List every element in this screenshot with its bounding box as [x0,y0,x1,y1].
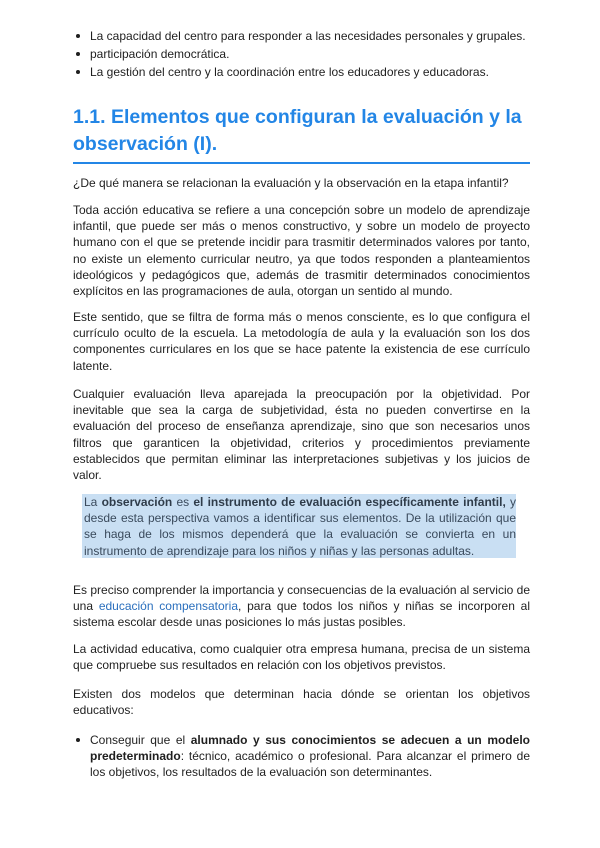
list-item-text: : técnico, académico o profesional. Para alcanzar el primero de los objetivos, los resultados de la evaluación son determinantes. [90,749,530,780]
paragraph-compensatory-education [73,582,530,631]
list-item [90,732,530,781]
list-item: La capacidad del centro para responder a las necesidades personales y grupales. [90,28,530,44]
highlight-text-part: La [84,495,102,509]
list-item-bold: alumnado y sus conocimientos se adecuen a un modelo predeterminado [90,733,530,764]
paragraph-educational-action: Toda acción educativa se refiere a una concepción sobre un modelo de aprendizaje infantil, que puede ser más o menos constructivo, y sobre un modelo de proyecto humano con el que se pretende incidir para trasmitir determinados valores por tanto, no existe un elemento curricular neutro, ya que todos responden a planteamientos ideológicos y pedagógicos que, además de trasmitir determinados conocimientos explícitos en las programaciones de aula, otorgan un sentido al mundo. [73,203,530,299]
paragraph-objectivity: Cualquier evaluación lleva aparejada la preocupación por la objetividad. Por inevitable que sea la carga de subjetividad, ésta no pueden convertirse en la evaluación del proceso de enseñanza aprendizaje, sino que son necesarios unos filtros que garanticen la objetividad, criterios y procedimientos previamente establecidos que permitan eliminar las interpretaciones subjetivas y los juicios de valor. [73,387,530,483]
list-item-text: Conseguir que el [90,733,191,747]
question-paragraph: ¿De qué manera se relacionan la evaluación y la observación en la etapa infantil? [73,176,509,190]
heading-underline [73,162,530,164]
models-bullet-list [90,732,530,781]
highlight-text-part: es [172,495,194,509]
intro-bullet-list [90,28,530,83]
compensatory-education-link[interactable]: educación compensatoria [98,599,239,614]
paragraph-educational-activity: La actividad educativa, como cualquier otra empresa humana, precisa de un sistema que compruebe sus resultados en relación con los objetivos previstos. [73,642,530,673]
list-item: La gestión del centro y la coordinación entre los educadores y educadoras. [90,64,530,80]
paragraph-text-part: Es preciso comprender la importancia y consecuencias de la evaluación al servicio de una [73,583,530,614]
highlight-box [82,494,516,558]
highlight-text [82,494,516,559]
highlight-bold-instrumento: el instrumento de evaluación específicamente infantil, [193,495,506,509]
list-item: participación democrática. [90,46,530,62]
paragraph-text-part: , para que todos los niños y niñas se incorporen al sistema escolar desde unas posiciones lo más justas posibles. [73,599,530,630]
paragraph-two-models: Existen dos modelos que determinan hacia dónde se orientan los objetivos educativos: [73,687,530,718]
highlight-text-part: y desde esta perspectiva vamos a identificar sus elementos. De la utilización que se haga de los mismos dependerá que la evaluación se convierta en un instrumento de aprendizaje para los niños y niñas y las personas adultas. [84,495,517,558]
highlight-bold-observacion: observación [101,495,173,509]
section-heading: 1.1. Elementos que configuran la evaluación y la observación (I). [73,106,522,155]
paragraph-hidden-curriculum: Este sentido, que se filtra de forma más o menos consciente, es lo que configura el currículo oculto de la escuela. La metodología de aula y la evaluación son los dos componentes curriculares en los que se hace patente la existencia de ese currículo latente. [73,310,530,373]
